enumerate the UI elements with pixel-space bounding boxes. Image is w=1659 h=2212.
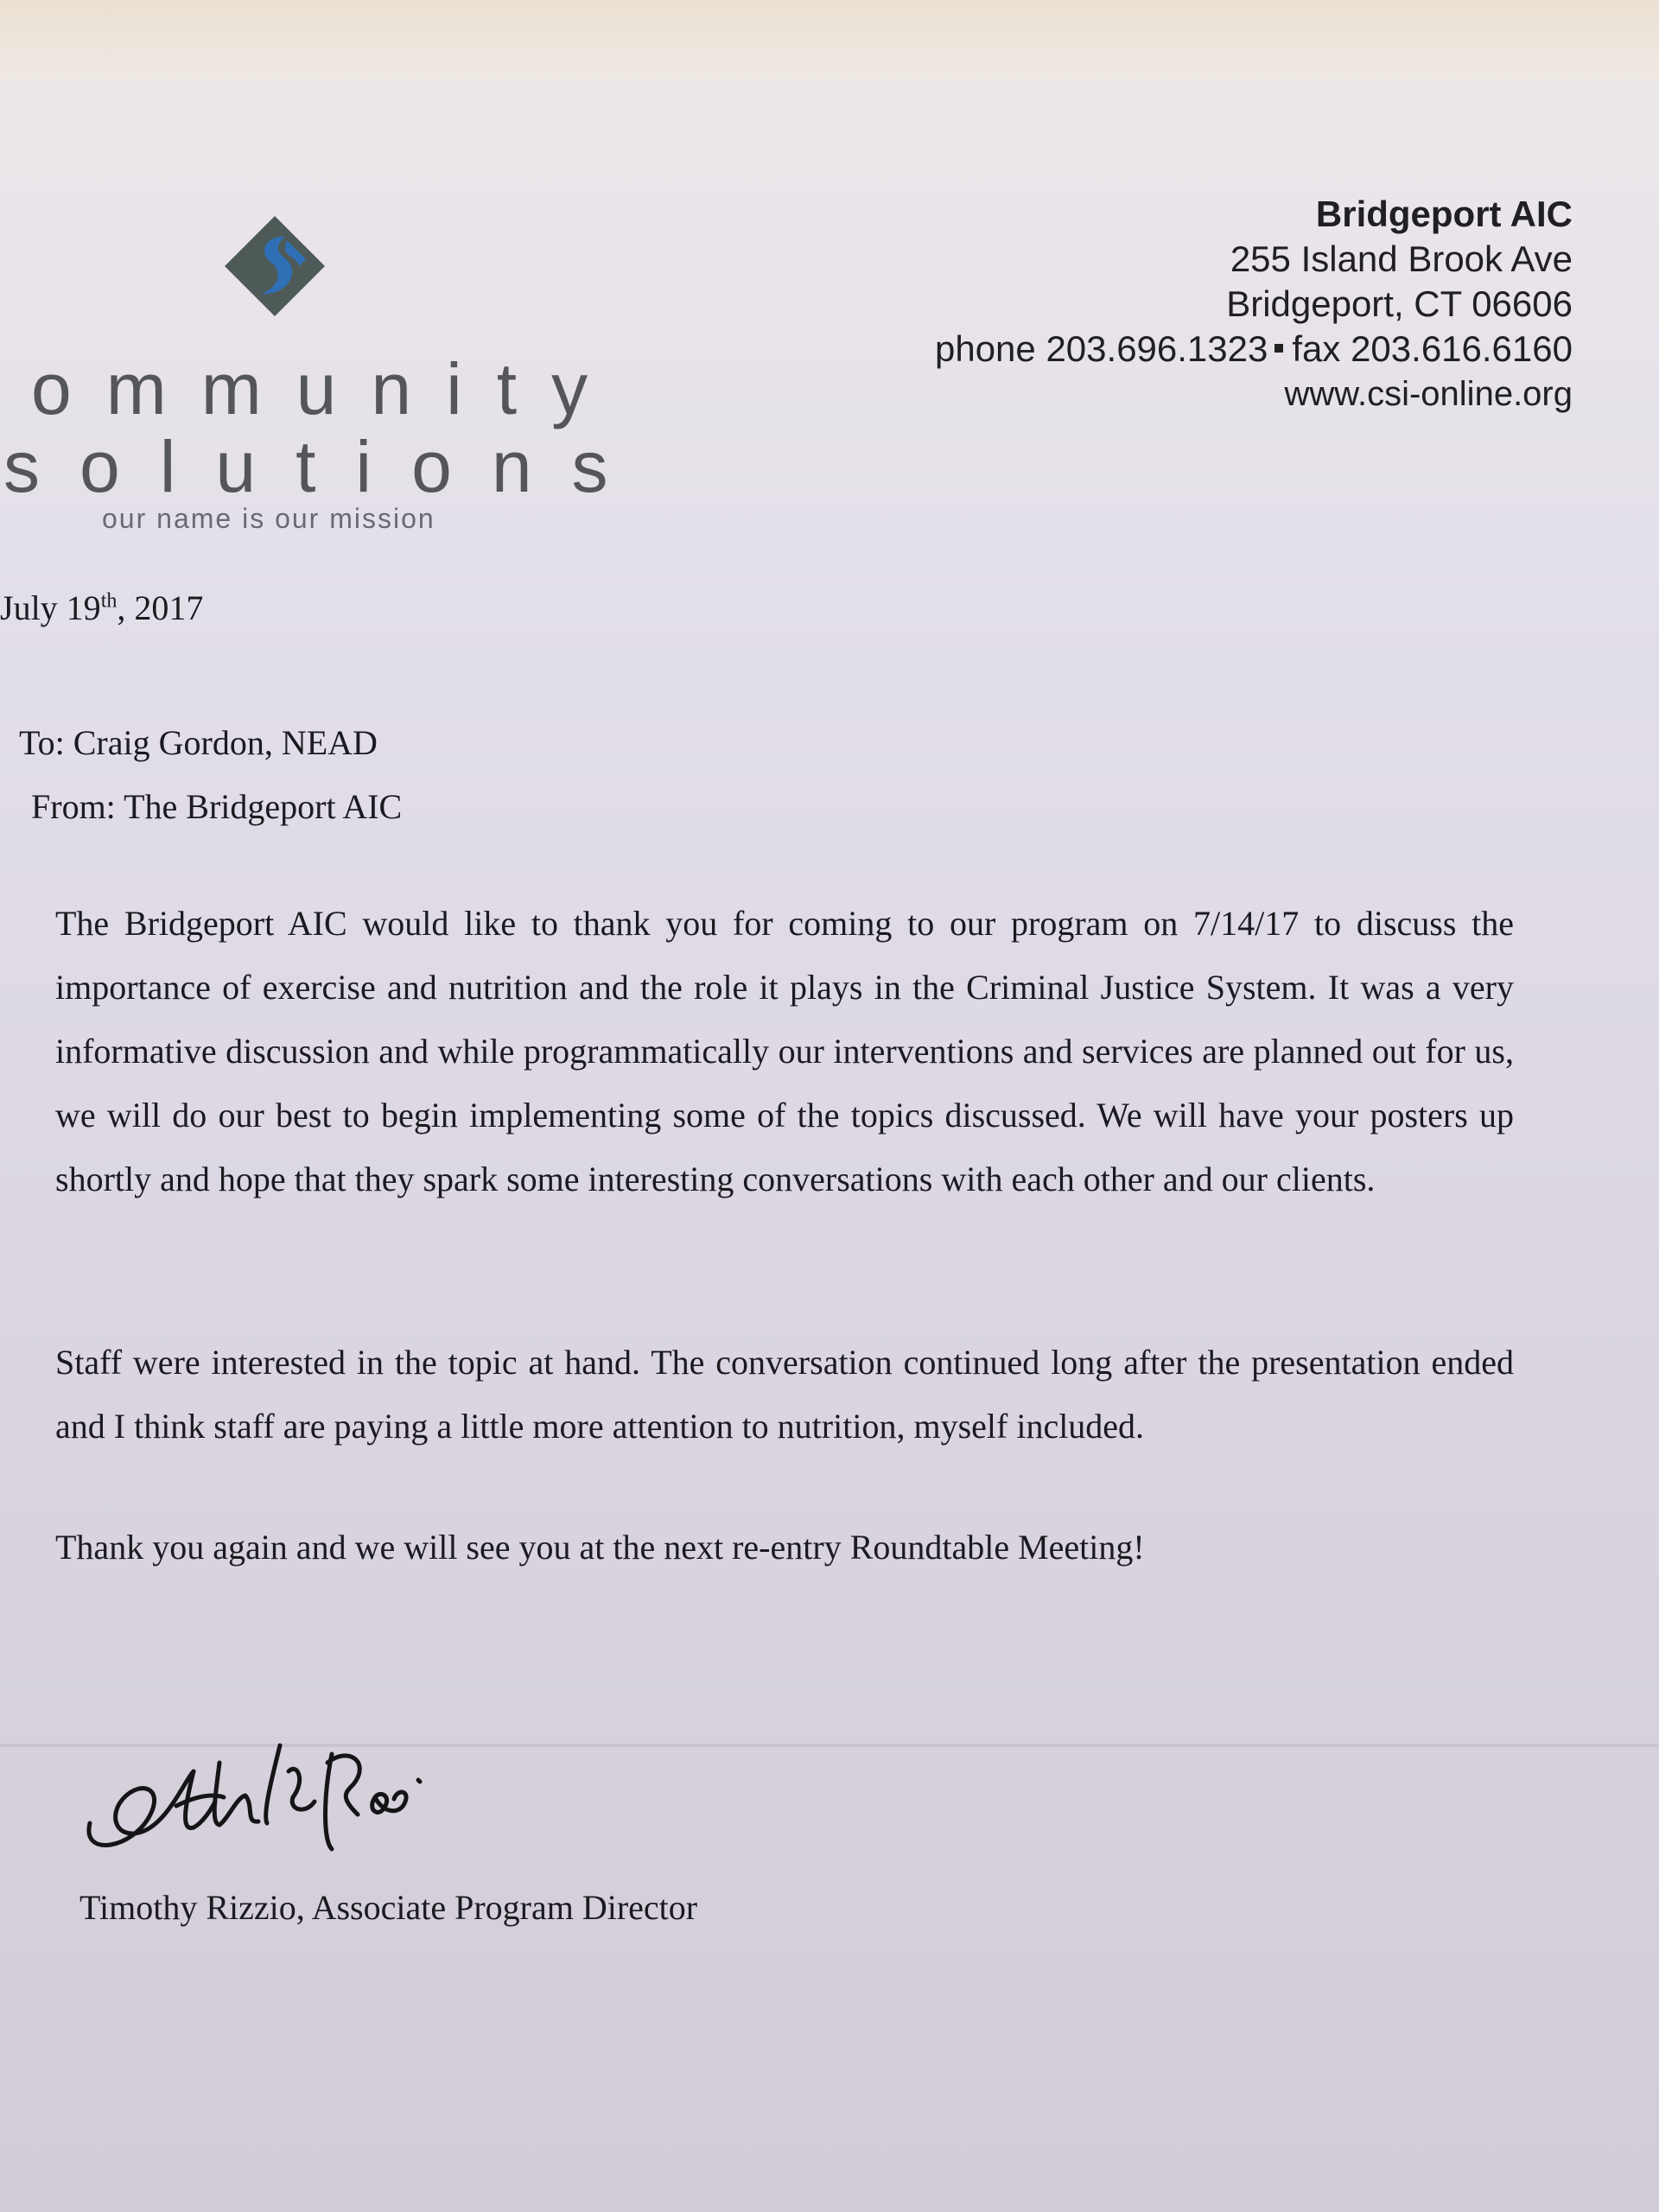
letter-date [0, 588, 203, 628]
website-link: www.csi-online.org [1284, 375, 1573, 413]
sender-line: From: The Bridgeport AIC [31, 787, 403, 826]
body-paragraph-2: Staff were interested in the topic at hand. The conversation continued long after the presentation ended and I think staff are paying a little more attention to nutrition, myself included. [55, 1343, 1514, 1446]
bullet-separator-icon [1274, 344, 1283, 353]
paper-top-edge [0, 0, 1659, 79]
signer-name-title: Timothy Rizzio, Associate Program Director [79, 1888, 698, 1927]
recipient-line: To: Craig Gordon, NEAD [19, 723, 378, 762]
date-year: , 2017 [117, 588, 204, 627]
handwritten-signature-icon [73, 1728, 522, 1866]
body-paragraph-1: The Bridgeport AIC would like to thank you for coming to our program on 7/14/17 to discuss the importance of exercise and nutrition and the role it plays in the Criminal Justice System. It was a very informative discussion and while programmatically our interventions and services are planned out for us, we will do our best to begin implementing some of the topics discussed. We will have your posters up shortly and hope that they spark some interesting conversations with each other and our clients. [55, 904, 1514, 1198]
city-state-zip: Bridgeport, CT 06606 [1226, 283, 1573, 324]
sender-address-block [935, 192, 1573, 416]
logo-wordmark-line1: ommunity [31, 348, 623, 429]
date-month-day: July 19 [0, 588, 101, 627]
phone-number: phone 203.696.1323 [934, 328, 1268, 369]
org-name: Bridgeport AIC [1315, 194, 1573, 234]
street-address: 255 Island Brook Ave [1230, 238, 1573, 279]
logo-tagline: our name is our mission [102, 503, 435, 534]
body-paragraph-3: Thank you again and we will see you at the next re-entry Roundtable Meeting! [55, 1528, 1145, 1567]
fax-number: fax 203.616.6160 [1292, 328, 1573, 369]
community-solutions-logo-icon [223, 214, 327, 318]
date-ordinal: th [100, 589, 118, 613]
phone-fax-line [935, 327, 1573, 372]
logo-wordmark-line2: solutions [3, 426, 648, 507]
